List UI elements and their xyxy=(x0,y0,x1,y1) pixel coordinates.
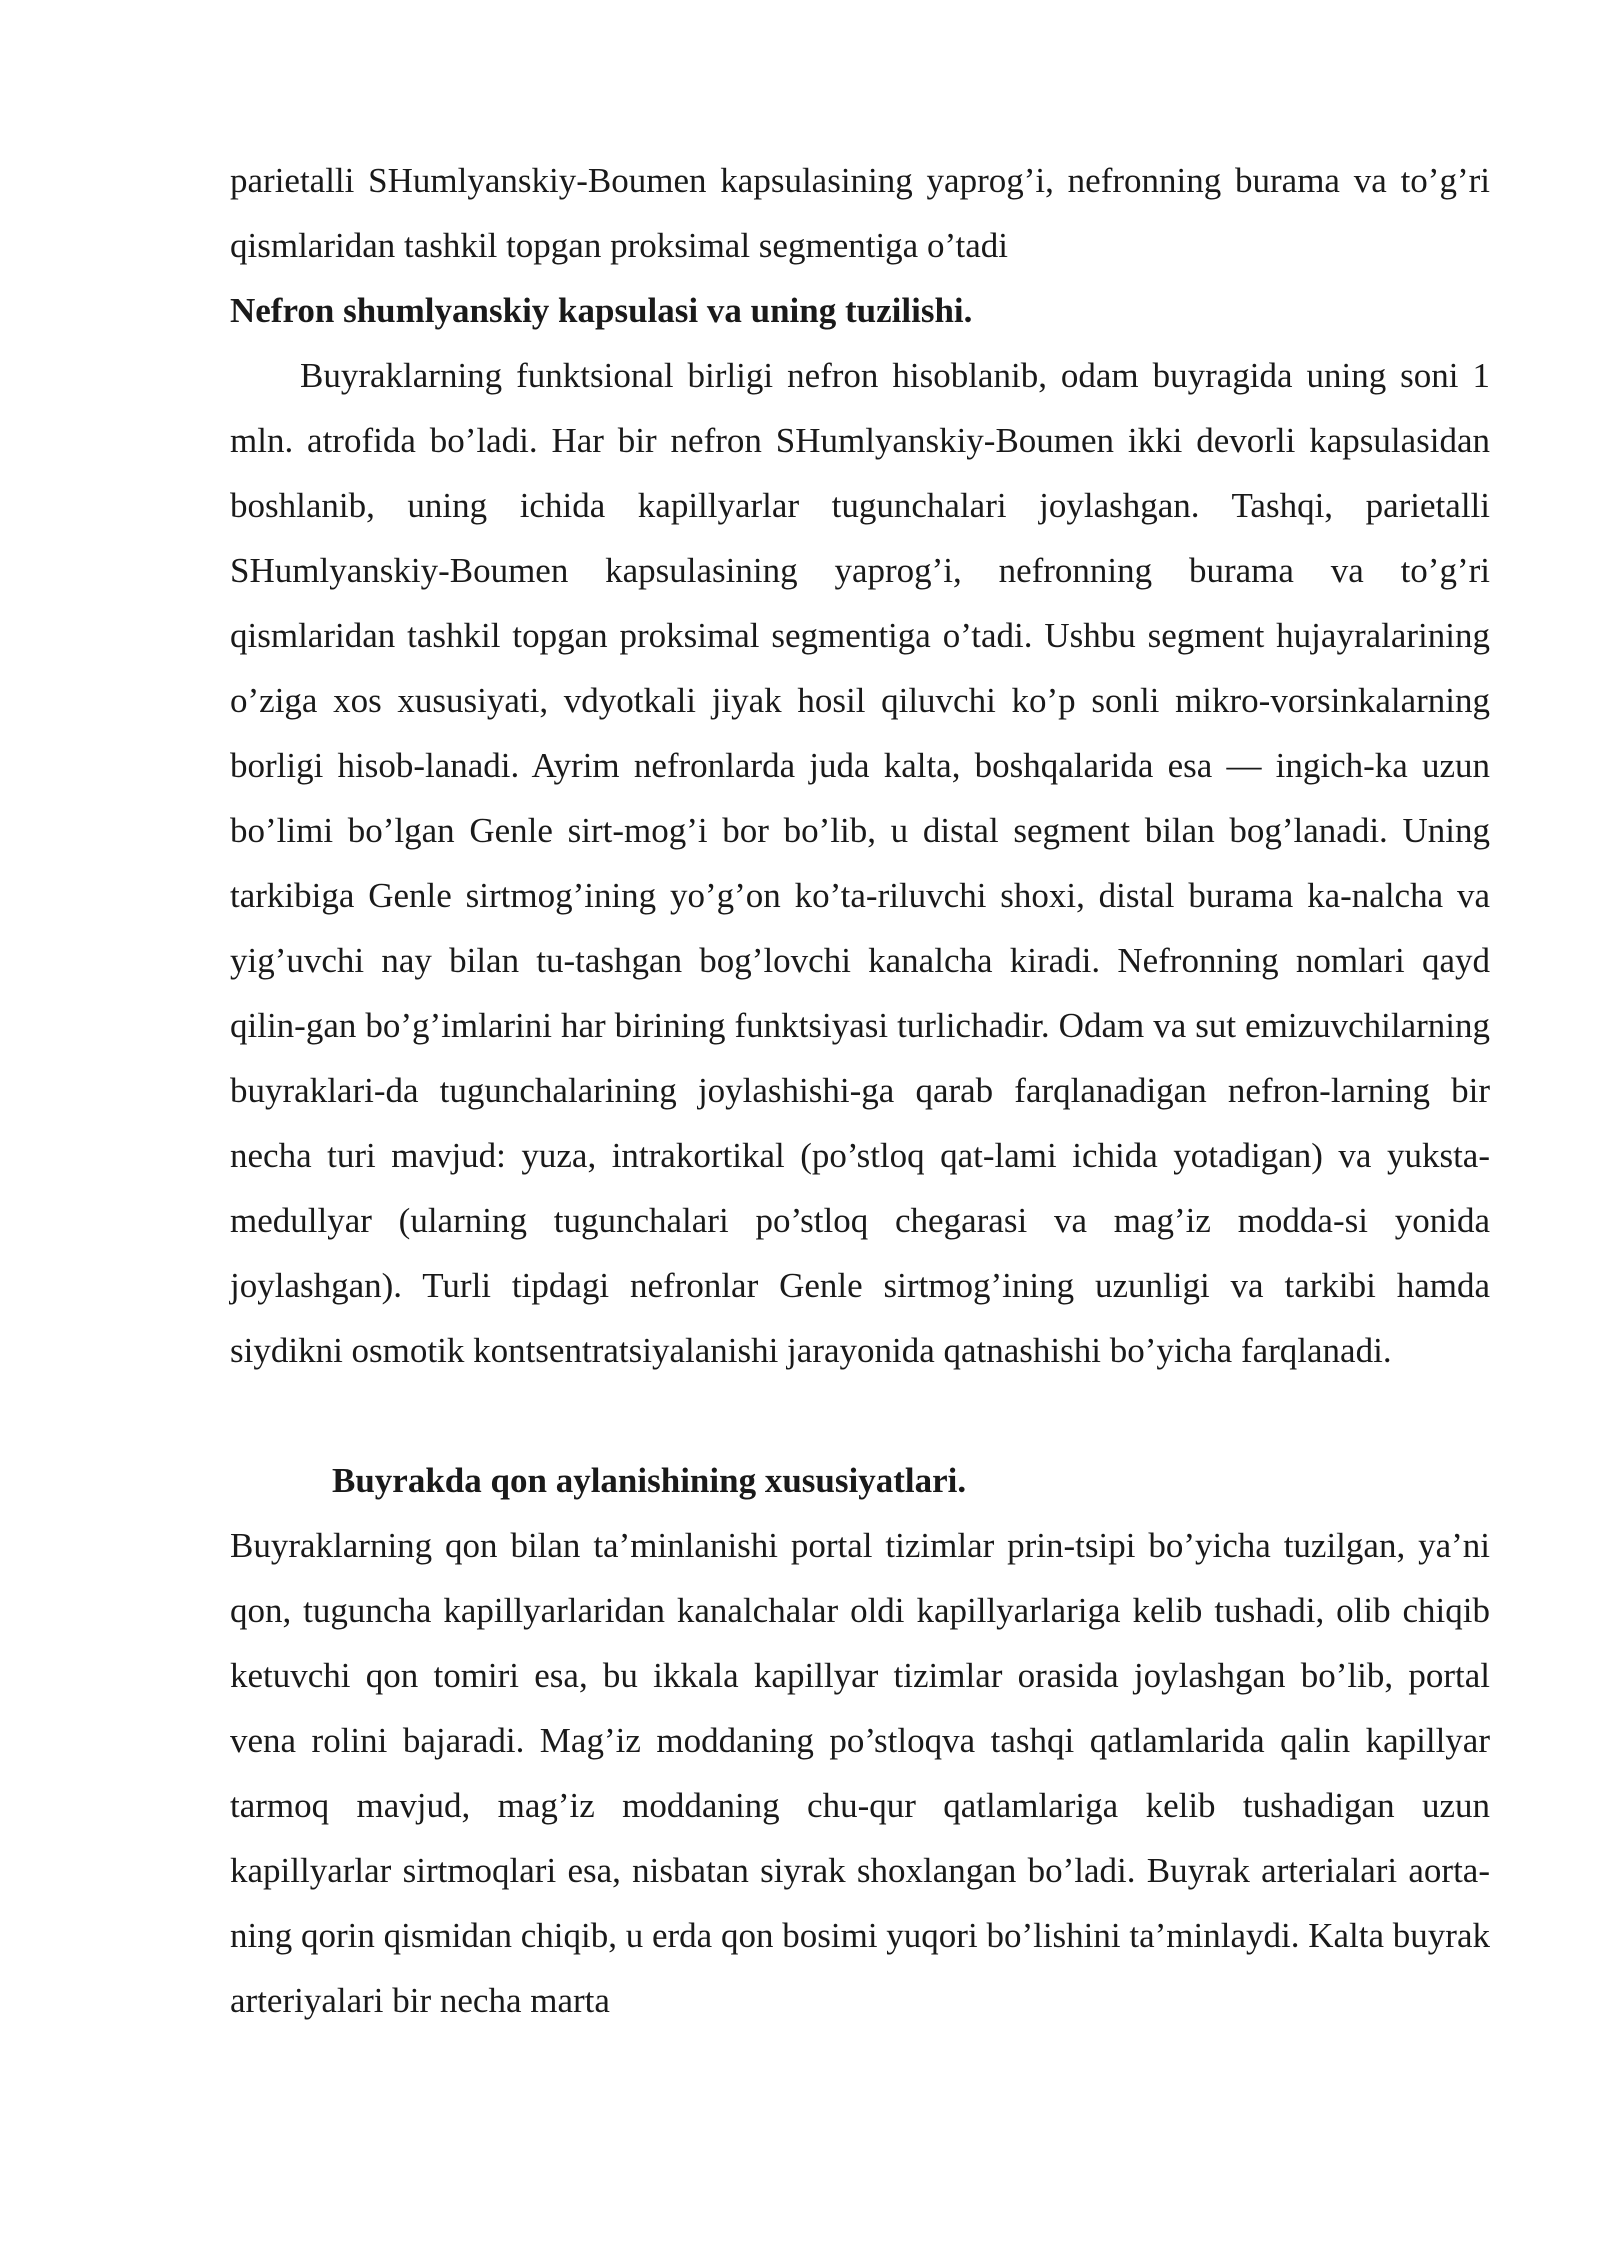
document-page xyxy=(230,148,1490,2033)
paragraph-blood-circulation: Buyraklarning qon bilan ta’minlanishi portal tizimlar prin-tsipi bo’yicha tuzilgan, ya’ni qon, tuguncha kapillyarlaridan kanalchalar oldi kapillyarlariga kelib tushadi, olib chiqib ketuvchi qon tomiri esa, bu ikkala kapillyar tizimlar orasida joylashgan bo’lib, portal vena rolini bajaradi. Mag’iz moddaning po’stloqva tashqi qatlamlarida qalin kapillyar tarmoq mavjud, mag’iz moddaning chu-qur qatlamlariga kelib tushadigan uzun kapillyarlar sirtmoqlari esa, nisbatan siyrak shoxlangan bo’ladi. Buyrak arterialari aorta-ning qorin qismidan chiqib, u erda qon bosimi yuqori bo’lishini ta’minlaydi. Kalta buyrak arteriyalari bir necha marta xyxy=(230,1526,1490,2020)
paragraph-gap xyxy=(230,1383,1490,1448)
paragraph-continuation: parietalli SHumlyanskiy-Boumen kapsulasining yaprog’i, nefronning burama va to’g’ri qismlaridan tashkil topgan proksimal segmentiga o’tadi xyxy=(230,161,1490,265)
section-heading-blood-circulation: Buyrakda qon aylanishining xususiyatlari. xyxy=(332,1461,967,1500)
section-heading-nephron: Nefron shumlyanskiy kapsulasi va uning tuzilishi. xyxy=(230,291,973,330)
paragraph-nephron: Buyraklarning funktsional birligi nefron hisoblanib, odam buyragida uning soni 1 mln. atrofida bo’ladi. Har bir nefron SHumlyanskiy-Boumen ikki devorli kapsulasidan boshlanib, uning ichida kapillyarlar tugunchalari joylashgan. Tashqi, parietalli SHumlyanskiy-Boumen kapsulasining yaprog’i, nefronning burama va to’g’ri qismlaridan tashkil topgan proksimal segmentiga o’tadi. Ushbu segment hujayralarining o’ziga xos xususiyati, vdyotkali jiyak hosil qiluvchi ko’p sonli mikro-vorsinkalarning borligi hisob-lanadi. Ayrim nefronlarda juda kalta, boshqalarida esa — ingich-ka uzun bo’limi bo’lgan Genle sirt-mog’i bor bo’lib, u distal segment bilan bog’lanadi. Uning tarkibiga Genle sirtmog’ining yo’g’on ko’ta-riluvchi shoxi, distal burama ka-nalcha va yig’uvchi nay bilan tu-tashgan bog’lovchi kanalcha kiradi. Nefronning nomlari qayd qilin-gan bo’g’imlarini har birining funktsiyasi turlichadir. Odam va sut emizuvchilarning buyraklari-da tugunchalarining joylashishi-ga qarab farqlanadigan nefron-larning bir necha turi mavjud: yuza, intrakortikal (po’stloq qat-lami ichida yotadigan) va yuksta-medullyar (ularning tugunchalari po’stloq chegarasi va mag’iz modda-si yonida joylashgan). Turli tipdagi nefronlar Genle sirtmog’ining uzunligi va tarkibi hamda siydikni osmotik kontsentratsiyalanishi jarayonida qatnashishi bo’yicha farqlanadi. xyxy=(230,356,1490,1370)
